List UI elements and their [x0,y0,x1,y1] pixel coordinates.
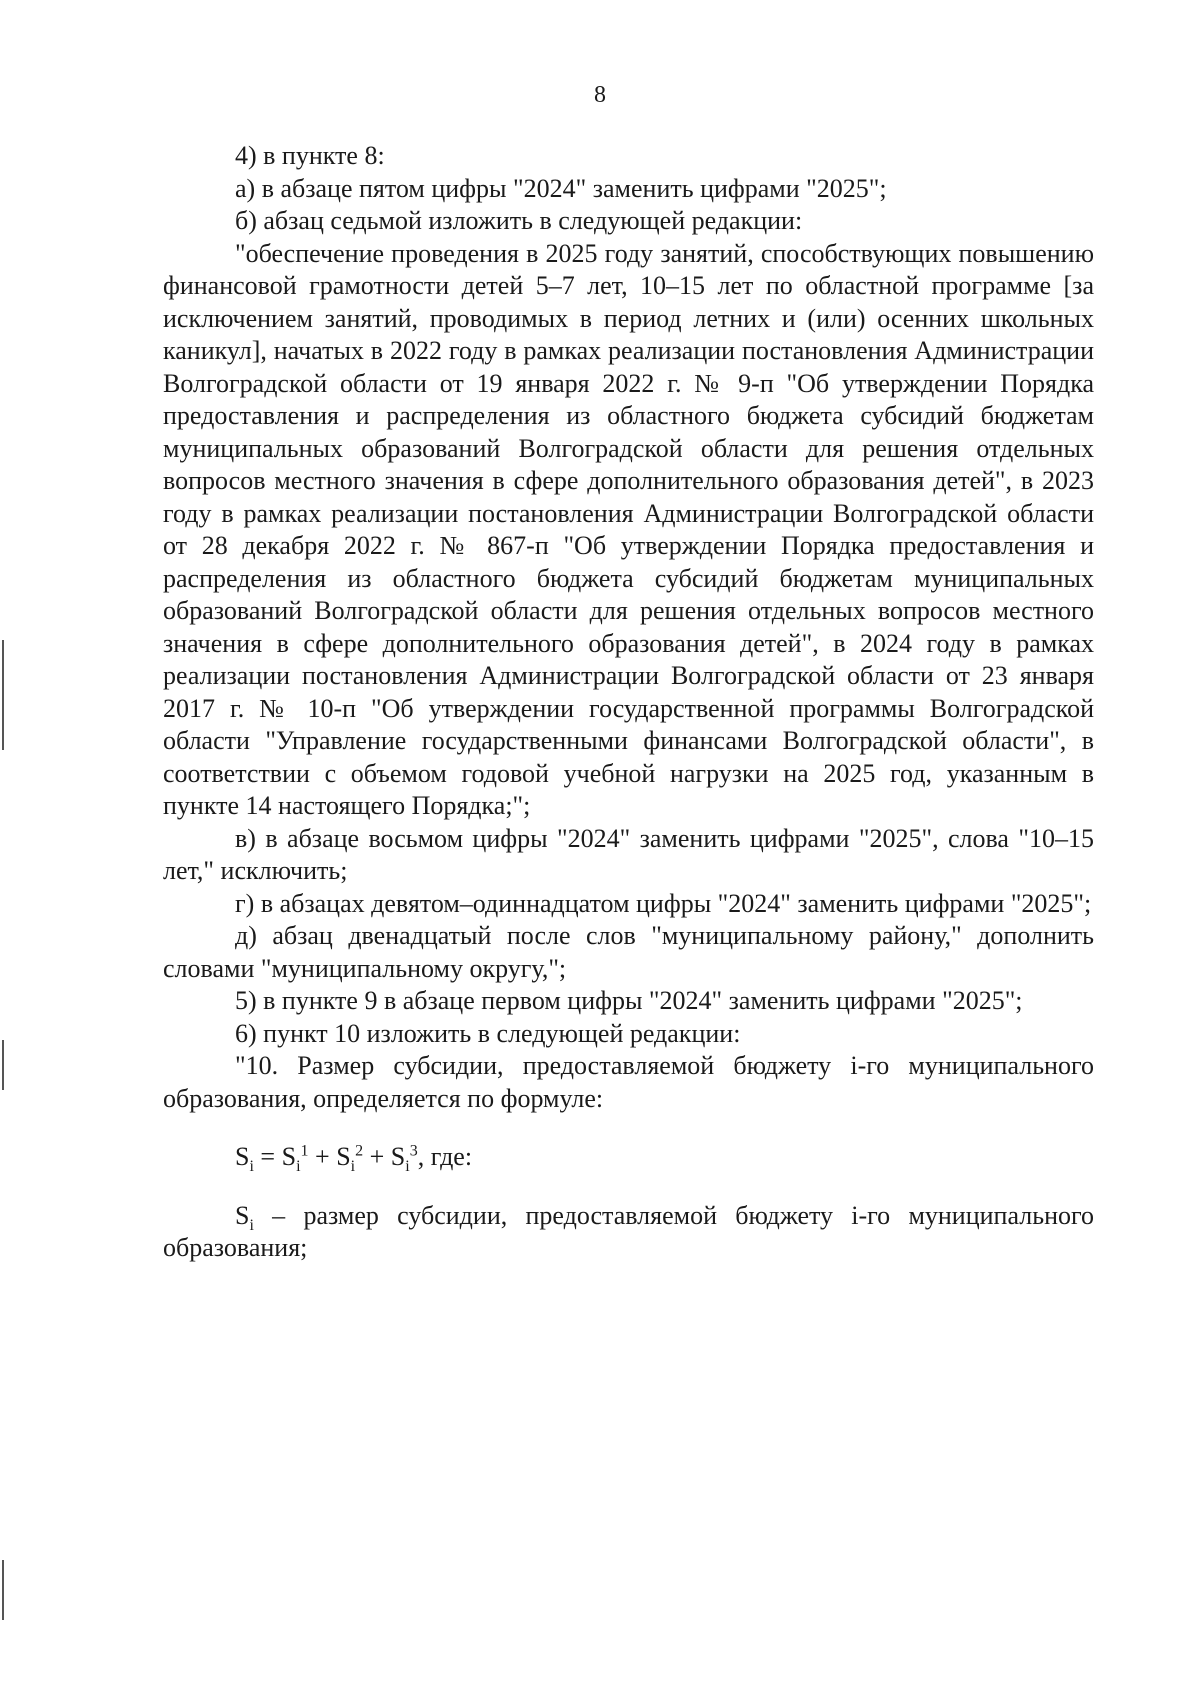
formula-symbol-s: S [235,1142,250,1171]
definition-symbol: S [235,1200,250,1230]
formula-tail: , где: [417,1142,473,1171]
document-body [163,140,1094,1265]
subsidy-formula [163,1141,1094,1174]
paragraph-subitem-g: г) в абзацах девятом–одиннадцатом цифры "2024" заменить цифрами "2025"; [235,888,1092,918]
formula-equals: = [253,1142,282,1171]
formula-symbol-s: S [281,1142,297,1171]
page-number: 8 [594,82,606,108]
formula-subscript: i [350,1158,356,1176]
paragraph-quoted-text: "обеспечение проведения в 2025 году занятий, способствующих повышению финансовой грамотности детей 5–7 лет, 10–15 лет по областной программе [за исключением занятий, проводимых в период летних и (или) осенних школьных каникул], начатых в 2022 году в рамках реализации постановления Администрации Волгоградской области от 19 января 2022 г. № 9-п "Об утверждении Порядка предоставления и распределения из областного бюджета субсидий бюджетам муниципальных образований Волгоградской области для решения отдельных вопросов местного значения в сфере дополнительного образования детей", в 2023 году в рамках реализации постановления Администрации Волгоградской области от 28 декабря 2022 г. № 867-п "Об утверждении Порядка предоставления и распределения из областного бюджета субсидий бюджетам муниципальных образований Волгоградской области для решения отдельных вопросов местного значения в сфере дополнительного образования детей", в 2024 году в рамках реализации постановления Администрации Волгоградской области от 23 января 2017 г. № 10-п "Об утверждении государственной программы Волгоградской области "Управление государственными финансами Волгоградской области", в соответствии с объемом годовой учебной нагрузки на 2025 год, указанным в пункте 14 настоящего Порядка;"; [163,238,1094,820]
formula-symbol-s: S [336,1142,351,1171]
scan-edge-mark [2,1040,4,1090]
paragraph-item-6: 6) пункт 10 изложить в следующей редакции: [235,1018,741,1048]
paragraph-subitem-d: д) абзац двенадцатый после слов "муниципальному району," дополнить словами "муниципальному округу,"; [163,921,1094,983]
scan-edge-mark [2,1560,4,1620]
paragraph-subitem-v: в) в абзаце восьмом цифры "2024" заменить цифрами "2025", слова "10–15 лет," исключить; [163,823,1094,885]
formula-superscript: 2 [355,1142,364,1160]
paragraph-point-10: "10. Размер субсидии, предоставляемой бюджету i-го муниципального образования, определяется по формуле: [163,1051,1094,1113]
definition-text: – размер субсидии, предоставляемой бюджету i-го муниципального образования; [163,1200,1094,1262]
formula-subscript: i [405,1158,410,1176]
formula-superscript: 3 [409,1142,418,1160]
formula-symbol-s: S [390,1142,406,1171]
paragraph-item-5: 5) в пункте 9 в абзаце первом цифры "2024" заменить цифрами "2025"; [235,986,1023,1015]
formula-plus: + [308,1142,337,1171]
formula-plus: + [363,1142,391,1171]
formula-subscript: i [249,1158,254,1176]
scan-edge-mark [2,640,4,750]
formula-definition [163,1200,1094,1265]
paragraph-subitem-b: б) абзац седьмой изложить в следующей редакции: [235,206,803,235]
formula-subscript: i [296,1158,301,1176]
definition-subscript: i [249,1216,254,1234]
formula-superscript: 1 [300,1142,309,1160]
paragraph-item-4: 4) в пункте 8: [235,141,385,170]
paragraph-subitem-a: а) в абзаце пятом цифры "2024" заменить цифрами "2025"; [235,173,887,203]
